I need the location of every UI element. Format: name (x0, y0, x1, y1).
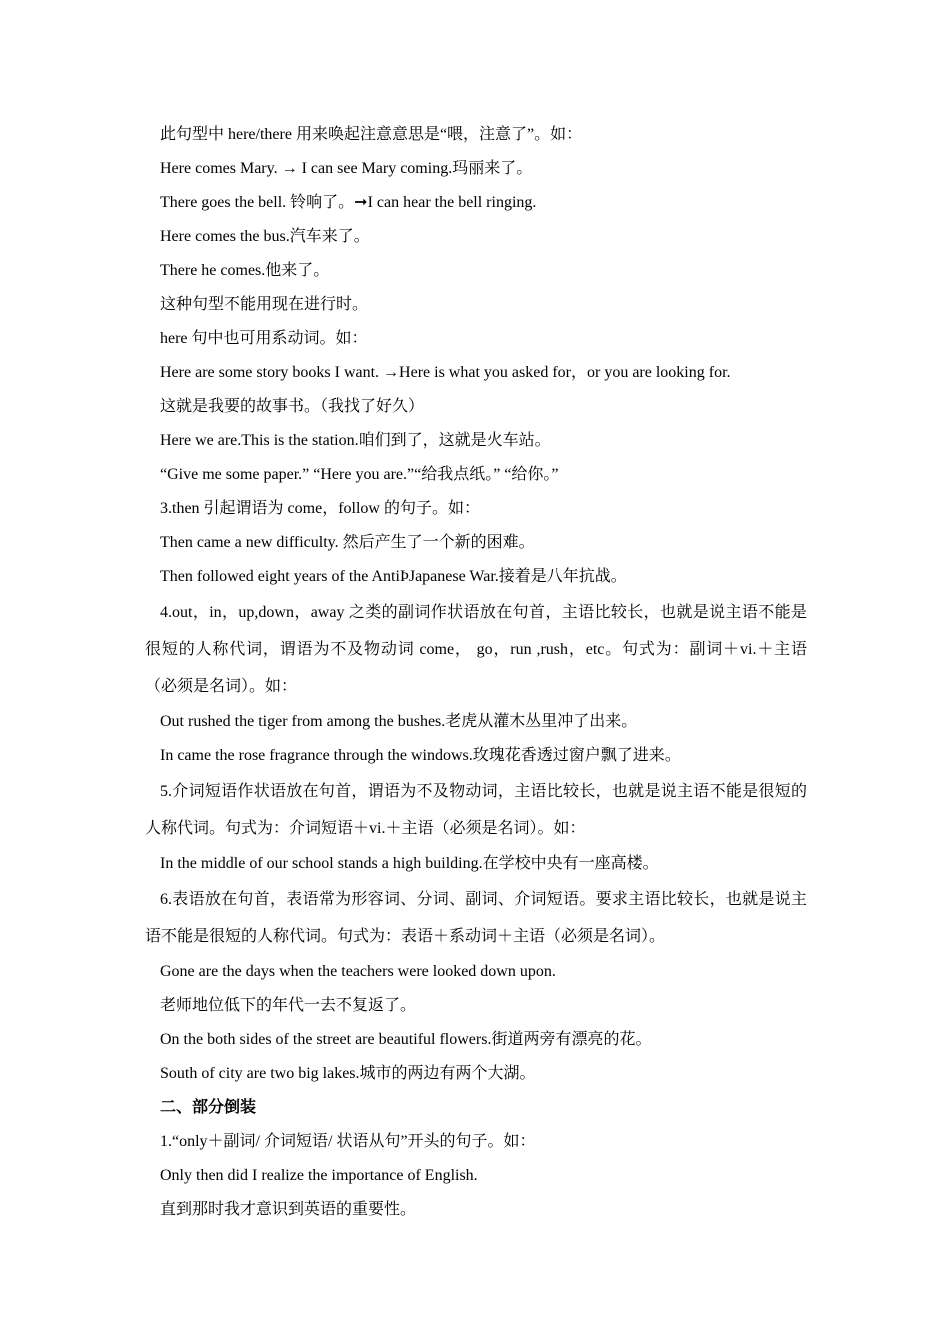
paragraph: here 句中也可用系动词。如： (160, 330, 368, 347)
paragraph: Then followed eight years of the AntiÞJapanese War.接着是八年抗战。 (160, 568, 627, 585)
paragraph: In the middle of our school stands a high building.在学校中央有一座高楼。 (160, 855, 659, 872)
paragraph: Gone are the days when the teachers were looked down upon. (160, 963, 556, 980)
paragraph: Only then did I realize the importance of English. (160, 1167, 478, 1184)
paragraph: 3.then 引起谓语为 come，follow 的句子。如： (160, 500, 480, 517)
paragraph: There he comes.他来了。 (160, 262, 330, 279)
paragraph: In came the rose fragrance through the windows.玫瑰花香透过窗户飘了进来。 (160, 747, 681, 764)
paragraph: Here comes the bus.汽车来了。 (160, 228, 370, 245)
paragraph: Here we are.This is the station.咱们到了，这就是火车站。 (160, 432, 551, 449)
paragraph: “Give me some paper.” “Here you are.”“给我点纸。” “给你。” (160, 466, 559, 483)
paragraph: South of city are two big lakes.城市的两边有两个大湖。 (160, 1065, 536, 1082)
paragraph: Here comes Mary. → I can see Mary coming.玛丽来了。 (160, 160, 533, 177)
document-body (145, 118, 807, 1227)
paragraph: 直到那时我才意识到英语的重要性。 (160, 1201, 417, 1218)
paragraph: 1.“only＋副词/ 介词短语/ 状语从句”开头的句子。如： (160, 1133, 536, 1150)
paragraph: 此句型中 here/there 用来唤起注意意思是“喂，注意了”。如： (160, 126, 583, 143)
paragraph: 这就是我要的故事书。（我找了好久） (160, 398, 425, 415)
paragraph: 4.out，in，up,down，away 之类的副词作状语放在句首，主语比较长，也就是说主语不能是很短的人称代词，谓语为不及物动词 come， go，run ,rush，etc。句式为：副词＋vi.＋主语（必须是名词）。如： (145, 604, 807, 695)
paragraph: 老师地位低下的年代一去不复返了。 (160, 997, 417, 1014)
section-heading: 二、部分倒装 (160, 1099, 257, 1116)
paragraph: 6.表语放在句首，表语常为形容词、分词、副词、介词短语。要求主语比较长，也就是说主语不能是很短的人称代词。句式为：表语＋系动词＋主语（必须是名词）。 (145, 891, 807, 945)
paragraph: Then came a new difficulty. 然后产生了一个新的困难。 (160, 534, 535, 551)
paragraph: 这种句型不能用现在进行时。 (160, 296, 369, 313)
paragraph: There goes the bell. 铃响了。➞I can hear the bell ringing. (160, 194, 537, 211)
paragraph: On the both sides of the street are beautiful flowers.街道两旁有漂亮的花。 (160, 1031, 652, 1048)
paragraph: 5.介词短语作状语放在句首，谓语为不及物动词，主语比较长，也就是说主语不能是很短的人称代词。句式为：介词短语＋vi.＋主语（必须是名词）。如： (145, 783, 807, 837)
paragraph: Here are some story books I want. →Here is what you asked for，or you are looking for. (160, 364, 731, 381)
paragraph: Out rushed the tiger from among the bushes.老虎从灌木丛里冲了出来。 (160, 713, 638, 730)
